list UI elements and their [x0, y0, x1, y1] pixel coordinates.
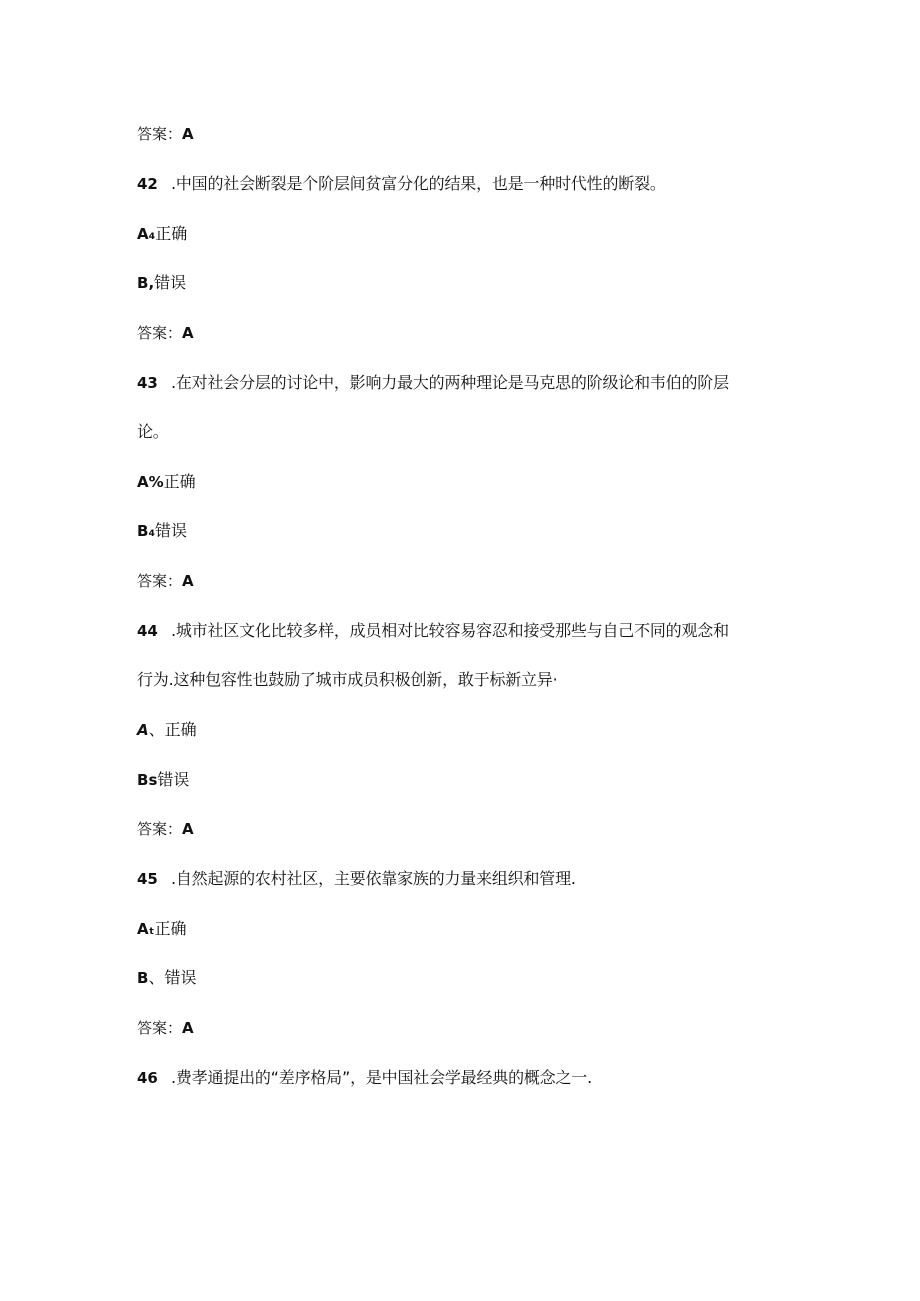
answer-value: A: [182, 820, 194, 838]
option-letter: B: [137, 771, 149, 789]
option-separator: ₜ: [148, 920, 155, 938]
question-46: [137, 1068, 592, 1088]
option-separator: ₄: [148, 225, 156, 243]
option-text: 正确: [154, 919, 187, 938]
option-43-b: [137, 521, 187, 541]
option-separator: s: [148, 771, 158, 789]
question-text: .中国的社会断裂是个阶层间贫富分化的结果，也是一种时代性的断裂。: [171, 174, 666, 193]
answer-line-41: [137, 124, 194, 144]
option-letter: A: [137, 473, 149, 491]
option-44-a: [137, 720, 197, 740]
answer-line-43: [137, 571, 194, 591]
option-separator: ₄: [148, 522, 156, 540]
option-45-b: [137, 968, 196, 988]
option-separator: 、: [148, 720, 165, 739]
question-text-continued: 行为.这种包容性也鼓励了城市成员积极创新，敢于标新立异·: [137, 670, 558, 689]
option-text: 错误: [157, 770, 190, 789]
option-letter: B: [137, 522, 149, 540]
question-text: .在对社会分层的讨论中，影响力最大的两种理论是马克思的阶级论和韦伯的阶层: [171, 373, 729, 392]
answer-label: 答案：: [137, 125, 183, 143]
option-letter: A: [137, 721, 149, 739]
question-number: 45: [137, 870, 158, 888]
answer-label: 答案：: [137, 572, 183, 590]
question-number: 46: [137, 1069, 158, 1087]
option-text: 错误: [155, 521, 188, 540]
option-letter: B: [137, 969, 149, 987]
question-42: [137, 174, 666, 194]
question-44-continued: [137, 670, 558, 690]
option-text: 错误: [154, 273, 187, 292]
question-number: 42: [137, 175, 158, 193]
answer-value: A: [182, 324, 194, 342]
question-43: [137, 373, 729, 393]
question-text: .自然起源的农村社区，主要依靠家族的力量来组织和管理.: [171, 869, 576, 888]
answer-value: A: [182, 1019, 194, 1037]
answer-value: A: [182, 125, 194, 143]
option-separator: %: [148, 473, 164, 491]
question-text: .费孝通提出的“差序格局”，是中国社会学最经典的概念之一.: [171, 1068, 592, 1087]
answer-line-45: [137, 1018, 194, 1038]
answer-line-42: [137, 323, 194, 343]
answer-label: 答案：: [137, 1019, 183, 1037]
option-43-a: [137, 472, 196, 492]
question-44: [137, 621, 729, 641]
question-number: 43: [137, 374, 158, 392]
option-separator: ,: [148, 274, 155, 292]
question-number: 44: [137, 622, 158, 640]
option-letter: A: [137, 225, 149, 243]
option-text: 错误: [164, 968, 197, 987]
answer-label: 答案：: [137, 820, 183, 838]
answer-value: A: [182, 572, 194, 590]
option-letter: A: [137, 920, 149, 938]
question-text: .城市社区文化比较多样，成员相对比较容易容忍和接受那些与自己不同的观念和: [171, 621, 729, 640]
option-42-b: [137, 273, 186, 293]
option-letter: B: [137, 274, 149, 292]
option-text: 正确: [164, 720, 197, 739]
option-42-a: [137, 224, 187, 244]
option-separator: 、: [148, 968, 165, 987]
answer-line-44: [137, 819, 194, 839]
question-45: [137, 869, 576, 889]
option-45-a: [137, 919, 186, 939]
option-text: 正确: [163, 472, 196, 491]
question-text-continued: 论。: [137, 422, 169, 441]
option-44-b: [137, 770, 189, 790]
option-text: 正确: [155, 224, 188, 243]
answer-label: 答案：: [137, 324, 183, 342]
question-43-continued: [137, 422, 169, 442]
